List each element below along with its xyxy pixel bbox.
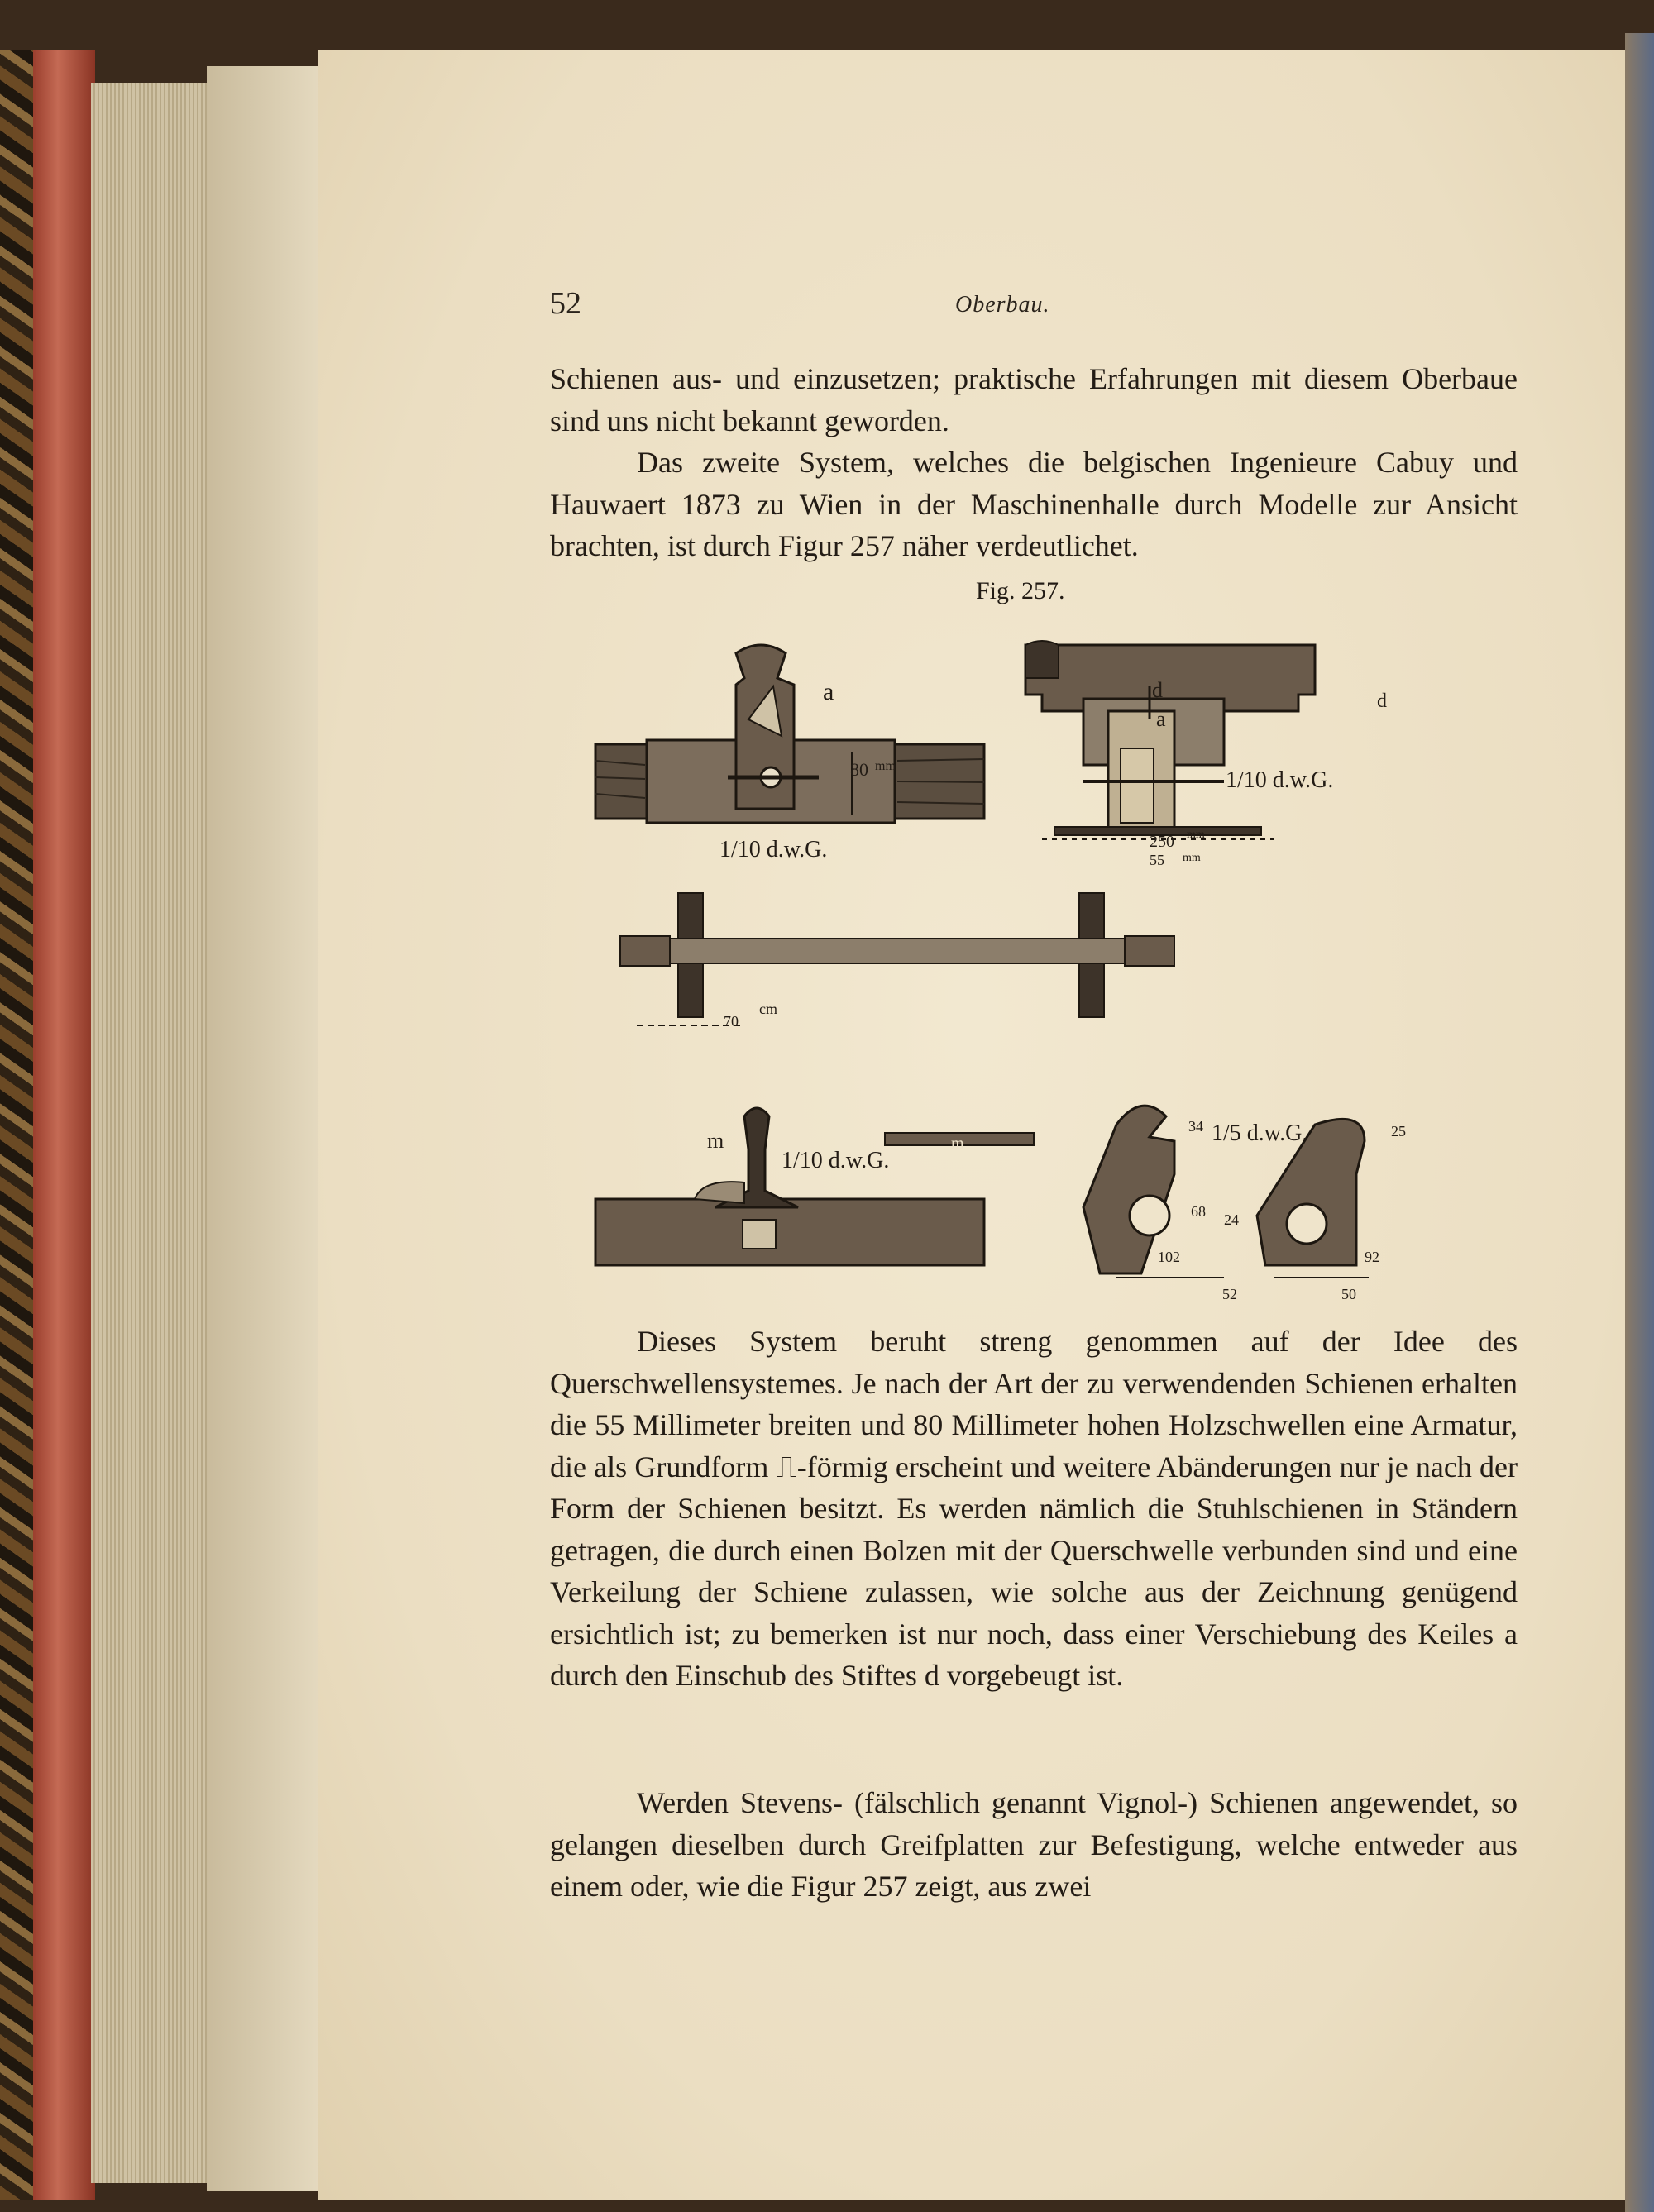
label-a2: a	[1156, 707, 1166, 731]
label-m2: m	[951, 1135, 964, 1153]
book-spine-edge	[33, 50, 95, 2200]
label-dim-250: 250	[1150, 833, 1174, 851]
page-number: 52	[550, 286, 581, 321]
label-d-right: d	[1377, 690, 1387, 712]
paragraph-4: Werden Stevens- (fälschlich genannt Vignol-) Schienen angewendet, so gelangen dieselben durch Greifplatten zur Befestigung, welche entweder aus einem oder, wie die Figur 257 zeigt, aus zwei	[550, 1786, 1518, 1903]
label-scale-bottom: 1/10 d.w.G.	[782, 1148, 890, 1173]
page-gutter	[207, 66, 323, 2191]
label-dim-92: 92	[1365, 1249, 1379, 1265]
label-dim-80: 80	[850, 759, 868, 780]
page-block-edges	[91, 83, 215, 2183]
figure-caption: Fig. 257.	[976, 577, 1065, 604]
drawing-chair-front-view	[1025, 641, 1315, 839]
label-dim-55: 55	[1150, 852, 1164, 868]
label-m1: m	[707, 1129, 724, 1153]
label-dim-cm: cm	[759, 1001, 777, 1017]
label-dim-mm2: mm	[1187, 829, 1205, 841]
label-d-top: d	[1152, 678, 1163, 702]
drawing-plan-view	[620, 893, 1174, 1025]
label-a1: a	[823, 678, 834, 705]
label-dim-24: 24	[1224, 1211, 1239, 1228]
label-scale-fifth: 1/5 d.w.G.	[1212, 1120, 1308, 1146]
paragraph-1: Schienen aus- und einzusetzen; praktische Erfahrungen mit diesem Oberbaue sind uns nicht bekannt geworden.	[550, 362, 1518, 437]
label-dim-mm3: mm	[1183, 852, 1201, 864]
drawing-chair-side-view	[595, 645, 984, 823]
right-cover-edge	[1625, 33, 1654, 2212]
label-scale-right: 1/10 d.w.G.	[1226, 767, 1334, 793]
label-dim-25: 25	[1391, 1123, 1406, 1139]
label-dim-52: 52	[1222, 1286, 1237, 1302]
label-dim-mm: mm	[875, 759, 896, 773]
page-header	[550, 285, 1518, 327]
label-dim-34: 34	[1188, 1118, 1203, 1135]
label-dim-70: 70	[724, 1013, 739, 1030]
figure-257-drawings	[579, 628, 1505, 1307]
drawing-vignole-rail	[595, 1108, 1034, 1265]
paragraph-3: Dieses System beruht streng genommen auf der Idee des Querschwellensystemes. Je nach der Art der zu verwendenden Schienen erhalten die 55 Millimeter breiten und 80 Millimeter hohen Holzschwellen eine Armatur, die als Grundform ⎍-förmig erscheint und weitere Abänderungen nur je nach der Form der Schienen besitzt. Es werden nämlich die Stuhlschienen in Ständern getragen, die durch einen Bolzen mit der Querschwelle verbunden sind und eine Verkeilung der Schiene zulassen, wie solche aus der Zeichnung genügend ersichtlich ist; zu bemerken ist nur noch, dass einer Verschiebung des Keiles a durch den Einschub des Stiftes d vorgebeugt ist.	[550, 1325, 1518, 1692]
running-head: Oberbau.	[955, 292, 1050, 318]
label-dim-50: 50	[1341, 1286, 1356, 1302]
label-dim-102: 102	[1158, 1249, 1180, 1265]
label-scale-left: 1/10 d.w.G.	[719, 837, 828, 862]
label-dim-68: 68	[1191, 1203, 1206, 1220]
paragraph-2: Das zweite System, welches die belgischen Ingenieure Cabuy und Hauwaert 1873 zu Wien in der Maschinenhalle durch Modelle zur Ansicht brachten, ist durch Figur 257 näher verdeutlichet.	[550, 446, 1518, 562]
